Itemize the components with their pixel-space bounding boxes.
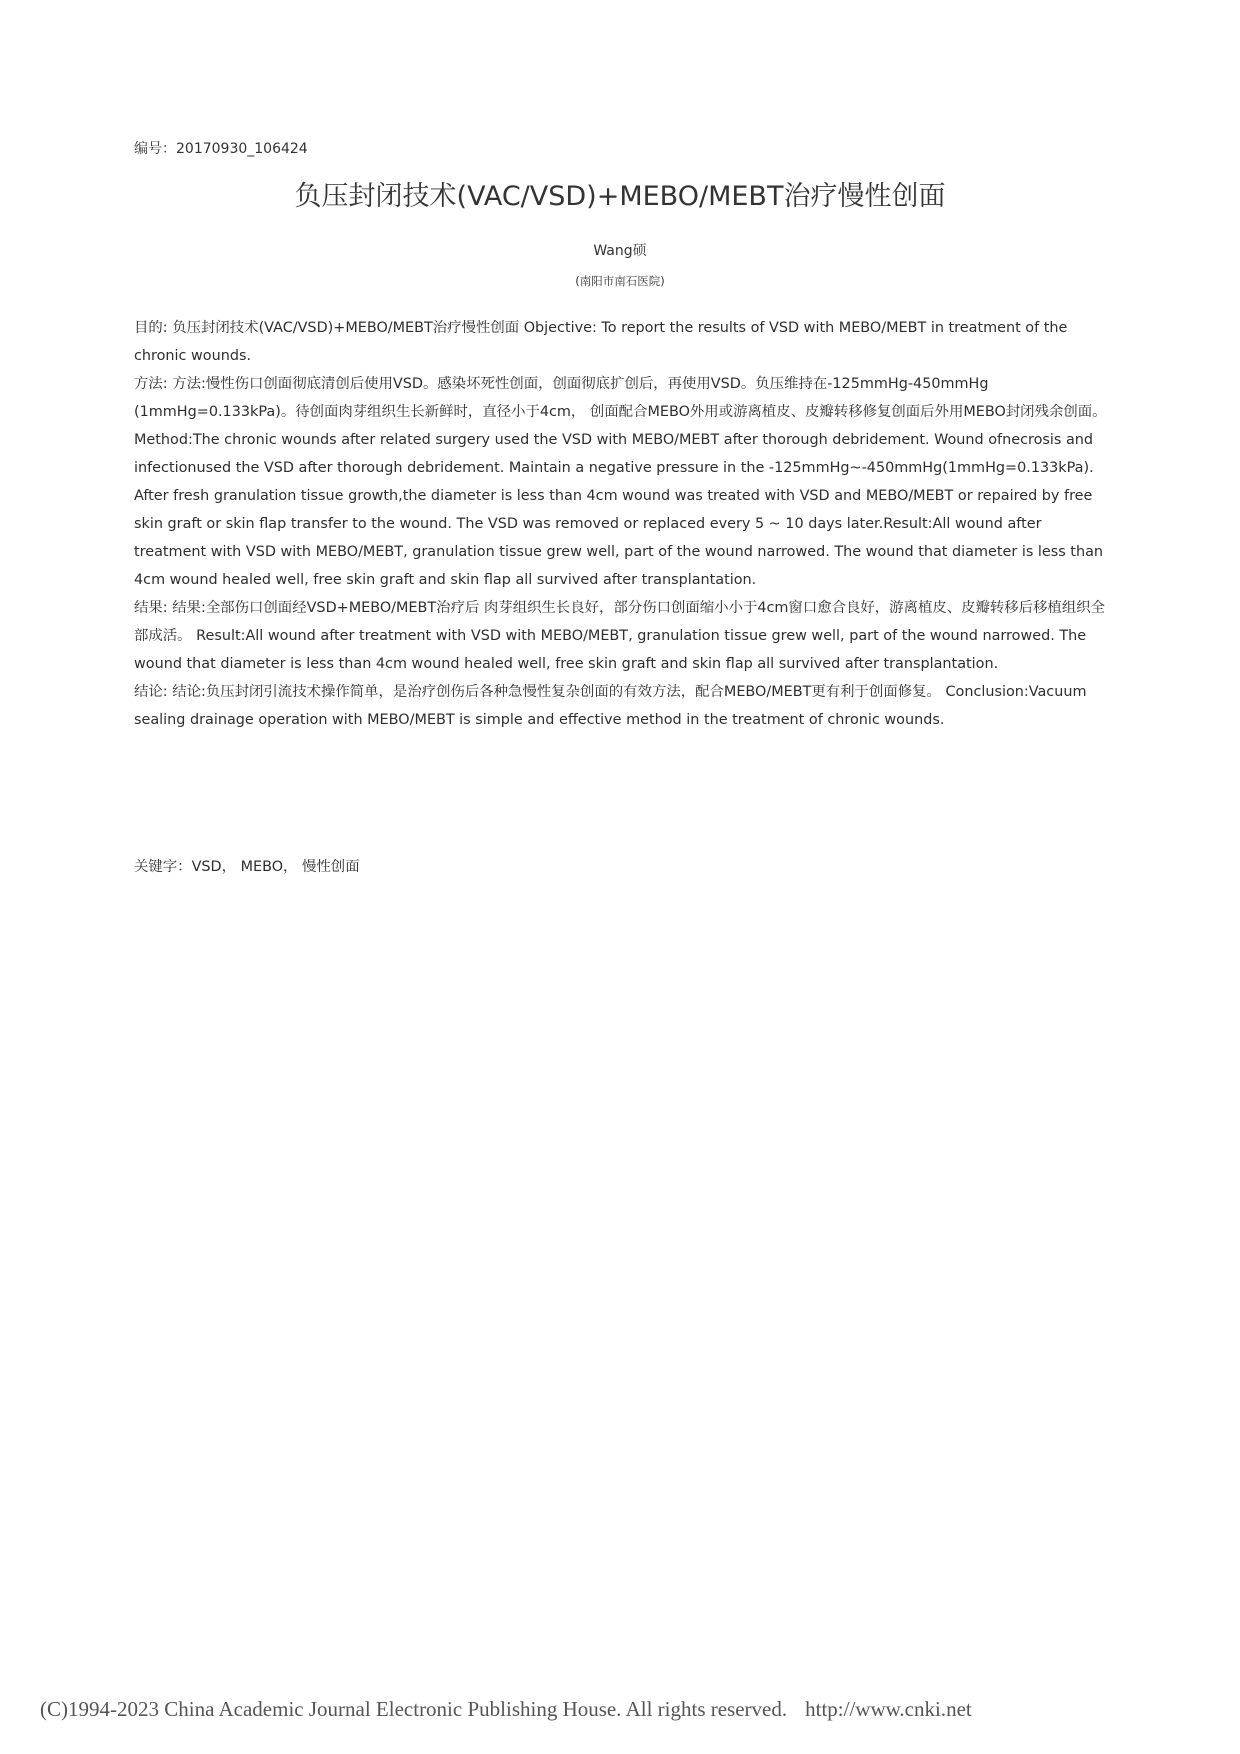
footer-url-link[interactable]: http://www.cnki.net [805, 1697, 972, 1721]
keywords [134, 855, 360, 876]
conclusion-text: 结论:负压封闭引流技术操作简单，是治疗创伤后各种急慢性复杂创面的有效方法，配合MEBO/MEBT更有利于创面修复。 Conclusion:Vacuum sealing drainage operation with MEBO/MEBT is simple and effective method in the treatment of chronic wounds. [134, 684, 1087, 728]
method-label: 方法: [134, 376, 168, 392]
copyright-footer [40, 1697, 972, 1722]
result-label: 结果: [134, 600, 168, 616]
abstract [134, 314, 1109, 734]
objective-label: 目的: [134, 320, 168, 336]
keywords-value: VSD， MEBO， 慢性创面 [191, 859, 360, 875]
serial-number [134, 138, 308, 158]
serial-value: 20170930_106424 [176, 141, 308, 157]
author-affiliation: (南阳市南石医院) [575, 274, 665, 288]
conclusion-label: 结论: [134, 684, 168, 700]
serial-label: 编号： [134, 141, 176, 157]
keywords-label: 关键字： [134, 859, 192, 875]
author-name: Wang硕 [593, 243, 647, 259]
abstract-result [134, 594, 1109, 678]
abstract-objective [134, 314, 1109, 370]
copyright-text: (C)1994-2023 China Academic Journal Electronic Publishing House. All rights reserved. [40, 1697, 788, 1721]
paper-title: 负压封闭技术(VAC/VSD)+MEBO/MEBT治疗慢性创面 [294, 181, 946, 212]
abstract-conclusion [134, 678, 1109, 734]
abstract-method [134, 370, 1109, 594]
method-text: 方法:慢性伤口创面彻底清创后使用VSD。感染坏死性创面，创面彻底扩创后，再使用VSD。负压维持在-125mmHg-450mmHg (1mmHg=0.133kPa)。待创面肉芽组织生长新鲜时，直径小于4cm， 创面配合MEBO外用或游离植皮、皮瓣转移修复创面后外用MEBO封闭残余创面。 Method:The chronic wounds after related surgery used the VSD with MEBO/MEBT after thorough debridement. Wound ofnecrosis and infectionused the VSD after thorough debridement. Maintain a negative pressure in the -125mmHg~-450mmHg(1mmHg=0.133kPa). After fresh granulation tissue growth,the diameter is less than 4cm wound was treated with VSD and MEBO/MEBT or repaired by free skin graft or skin flap transfer to the wound. The VSD was removed or replaced every 5 ~ 10 days later.Result:All wound after treatment with VSD with MEBO/MEBT, granulation tissue grew well, part of the wound narrowed. The wound that diameter is less than 4cm wound healed well, free skin graft and skin flap all survived after transplantation. [134, 376, 1107, 588]
objective-text: 负压封闭技术(VAC/VSD)+MEBO/MEBT治疗慢性创面 Objective: To report the results of VSD with MEBO/MEBT in treatment of the chronic wounds. [134, 320, 1068, 364]
result-text: 结果:全部伤口创面经VSD+MEBO/MEBT治疗后 肉芽组织生长良好，部分伤口创面缩小小于4cm窗口愈合良好，游离植皮、皮瓣转移后移植组织全部成活。 Result:All wound after treatment with VSD with MEBO/MEBT, granulation tissue grew well, part of the wound narrowed. The wound that diameter is less than 4cm wound healed well, free skin graft and skin flap all survived after transplantation. [134, 600, 1106, 672]
